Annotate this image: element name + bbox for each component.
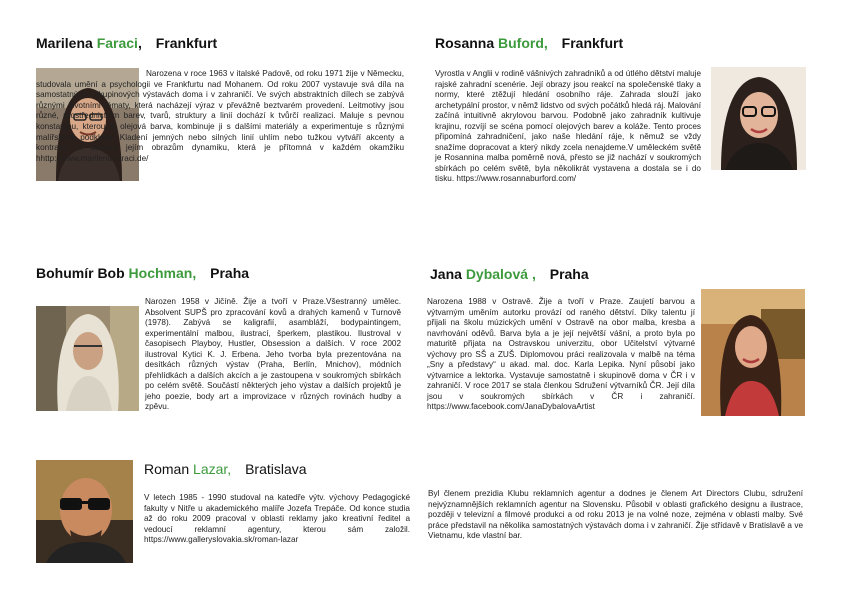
artist-name-lazar: Roman Lazar, Bratislava [144, 461, 307, 477]
artist-name-buford: Rosanna Buford, Frankfurt [435, 35, 624, 51]
portrait-photo-buford [711, 67, 806, 170]
artist-bio-hochman: Narozen 1958 v Jičíně. Žije a tvoří v Praze.Všestranný umělec. Absolvent SUPŠ pro zpracování kovů a drahých kamenů v Turnově (1978). Zabývá se kaligrafií, asambláží, bodypaintingem, experimentální malbou, ilustrací, šperkem, plastikou. Ilustroval v časopisech Playboy, Hustler, Obsession a dalších. V roce 2002 ilustroval Kytici K. J. Erbena. Jeho tvorba byla prezentována na desítkách různých výstav (Praha, Berlín, Mnichov), módních přehlídkách a dalších akcích a je zastoupena v soukromých sbírkách po celém světě. Součástí některých jeho výstav a dalších projektů je jeho poezie, body art a improvizace v různých rovinách hudby a zpěvu. [145, 297, 401, 411]
artist-name-dybalova: Jana Dybalová , Praha [430, 266, 589, 282]
portrait-photo-dybalova [701, 289, 805, 416]
portrait-photo-hochman [36, 306, 139, 411]
artist-bio-faraci: Narozena v roce 1963 v italské Padově, od roku 1971 žije v Německu, studovala umění a psychologii ve Frankfurtu nad Mohanem. Od roku 2007 vystavuje svá díla na samostatných i skupinových výstavách doma i v zahraničí. Ve svých abstraktních dílech se zabývá různými životními tématy, která nacházejí výraz v převážně beztvarém provedení. Leitmotivy jsou různé, prostřednictvím barev, tvarů, struktury a linií dochází k tvůrčí realizaci. Maluje s pevnou konstantou, kterou je olejová barva, kombinuje ji s dalšími materiály a experimentuje s různými malířskými podklady. Kladení jemných nebo silných linií uhlím nebo tužkou vytváří akcenty a kontrasty a dodává jejím obrazům dynamiku, která je přítomná v každém okamžiku hhttp://www.marilena-faraci.de/ [36, 69, 404, 163]
artist-bio-dybalova: Narozena 1988 v Ostravě. Žije a tvoří v Praze. Zaujetí barvou a výtvarným uměním autorku provází od raného dětství. Díky talentu jí přijali na školu múzických umění v Ostravě na obor malba, kresba a navrhování oděvů. Barva byla a je její největší vášní, a proto byla po maturitě přijata na Ostravskou univerzitu, obor Učitelství výtvarné výchovy pro SŠ a ZUŠ. Diplomovou práci realizovala v malbě na téma „Sny a představy“ u akad. mal. doc. Karla Lepika. Nyní působí jako výtvarnice a lektorka. Vystavuje samostatně i skupinově doma v ČR i v zahraničí. V roce 2017 se stala členkou Sdružení výtvarníků ČR. Její díla jsou v soukromých sbírkách v ČR i zahraničí. https://www.facebook.com/JanaDybalovaArtist [427, 297, 695, 411]
artist-bio-lazar-continued: Byl členem prezidia Klubu reklamních agentur a dodnes je členem Art Directors Clubu, sdružení nejvýznamnějších reklamních agentur na Slovensku. Působil v oblasti grafického designu a ilustrace, později v televizní a filmové produkci a od roku 2013 je na volné noze, zejména v oblasti malby. Své práce představil na několika samostatných výstavách doma i v zahraničí. Žije střídavě v Bratislavě a ve Vietnamu, kde vlastní bar. [428, 489, 803, 540]
artist-name-faraci: Marilena Faraci, Frankfurt [36, 35, 218, 51]
artist-bio-buford: Vyrostla v Anglii v rodině vášnivých zahradníků a od útlého dětství maluje rajské zahradní scenérie. Její obrazy jsou reakcí na společenské tlaky a normy, které ztěžují hledání osobního ráje. Zahrada slouží jako archetypální prostor, v němž lidstvo od svých počátků hledá ráj. Malování začíná intuitivně akrylovou barvou. Podobně jako zahradník kultivuje krajinu, rozvíjí se scéna pomocí olejových barev a koláže. Tento proces připomíná zahradničení, jako naše hledání ráje, k němuž se vždy snažíme dopracovat a který nikdy zcela nenajdeme.V uměleckém světě je Rosannina malba poměrně nová, přesto se již nachází v soukromých sbírkách po celém světě, byla několikrát vystavena a dostala se i do tisku. https://www.rosannaburford.com/ [435, 69, 701, 183]
artist-bio-lazar: V letech 1985 - 1990 studoval na katedře výtv. výchovy Pedagogické fakulty v Nitře u akademického malíře Jozefa Trepáče. Od konce studia až do roku 2009 pracoval v oblasti reklamy jako kreativní ředitel a vedoucí reklamní agentury, kterou sám založil. https://www.galleryslovakia.sk/roman-lazar [144, 493, 410, 544]
artist-name-hochman: Bohumír Bob Hochman, Praha [36, 265, 250, 281]
portrait-photo-lazar [36, 460, 133, 563]
